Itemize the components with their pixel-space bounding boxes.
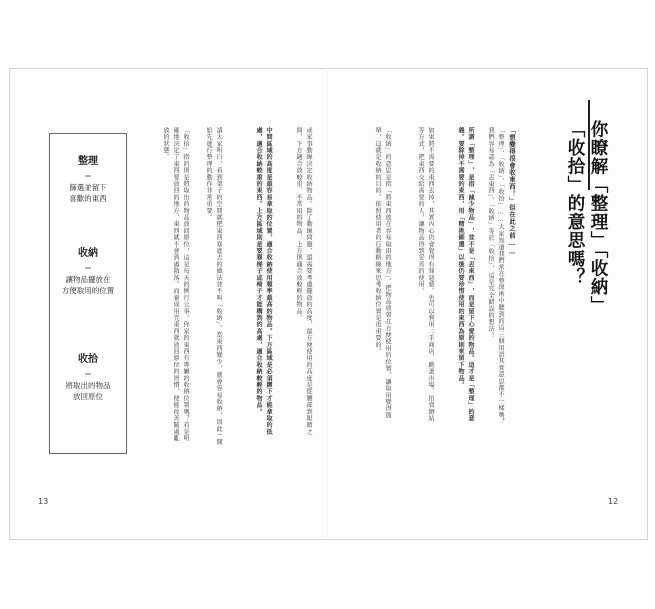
left-paragraph-3: 請大家明白，看到架子的空間就把東西塞進去的做法並不叫「收納」。當東西變少，就會容易收納，因此一開始先進行整理的動作非常重要。 — [205, 127, 222, 446]
right-paragraph-4: 「收納」的意思是指「將東西放在容易取用的地方」。把物品放置在方便使用的位置，讓取用變得簡單，這就是收納的目的。依照使用者的行動路線來思考收納位置是很重要的。 — [374, 127, 391, 419]
right-paragraph-3: 如果將不需要的東西丟掉，其實內心仍會覺得有罪惡感。也可以利用二手商店、跳蚤市場、拍賣網站等方式，把東西交給需要的人，讓物品得到妥善的使用。 — [417, 127, 434, 422]
summary-definition-line: 將取出的物品 — [65, 381, 111, 390]
right-paragraph-1: 「整理」、「收納」、「收拾」……大家知道我們常在整理術中聽到的這三個用語其實意思都不一樣嗎？我們容易認為「丟東西」、「收納」等於「收拾」，這是完全錯誤的想法！ — [487, 127, 504, 425]
summary-definition-line: 方便取用的位置 — [61, 286, 115, 295]
summary-term: 收納 — [78, 248, 98, 259]
chapter-title — [563, 120, 609, 315]
summary-definition-line: 放回原位 — [73, 392, 103, 401]
book-gutter — [327, 68, 328, 538]
summary-box — [49, 133, 127, 454]
left-paragraph-4: 「收拾」指的則是將取出的物品放回原位，這是每天的例行公事。你家的東西有專屬的收納位置嗎？若是明確地決定了東西要放回的地方，東西就不會到處散落。而養成用完東西就放回原位的習慣，便能改善隨處亂放的狀態。 — [162, 127, 189, 442]
summary-item-organize — [50, 154, 126, 204]
chapter-title-line-2: 「收拾」的意思嗎？ — [565, 120, 585, 287]
summary-term: 整理 — [78, 156, 98, 167]
summary-item-storage — [50, 246, 126, 296]
summary-term: 收拾 — [78, 354, 98, 365]
page-number-left: 13 — [38, 497, 49, 506]
left-paragraph-2: 中間區域的高度是最容易拿取的位置，適合收納使用頻率最高的物品。下方區域是必須蹲下才能拿取的低處，適合收納較重的東西。上方區域則是要靠梯子或椅子才能構到的高處，適合收納較輕的物品。 — [255, 127, 272, 436]
page-number-right: 12 — [608, 497, 619, 506]
summary-definition-line: 喜歡的東西 — [69, 194, 107, 203]
intro-heading: 「想變得很會收東西！」但在此之前…… — [508, 127, 516, 257]
left-paragraph-1: 或家事動線決定收納物品。除了動線問題，還需要考慮擺放的高度，最方便使用的高度是從腰部到眼睛之間，下方適合放較重、不常用的物品，上方則適合放較輕的物品。 — [295, 127, 312, 436]
summary-equals: ＝ — [84, 264, 92, 273]
right-paragraph-2: 所謂「整理」，是指「減少物品」，並不是「丟東西」，而是留下心愛的物品。這才是「整理」的意義。要除掉不需要的東西，用「精挑細選」以後仍要珍惜使用的東西為原則來留下物品。 — [457, 127, 474, 422]
summary-equals: ＝ — [84, 172, 92, 181]
summary-definition-line: 讓物品擺放在 — [65, 275, 111, 284]
summary-definition-line: 篩選並留下 — [69, 183, 107, 192]
summary-item-tidy — [50, 352, 126, 402]
summary-equals: ＝ — [84, 370, 92, 379]
chapter-title-line-1: 你瞭解「整理」「收納」 — [588, 120, 608, 315]
